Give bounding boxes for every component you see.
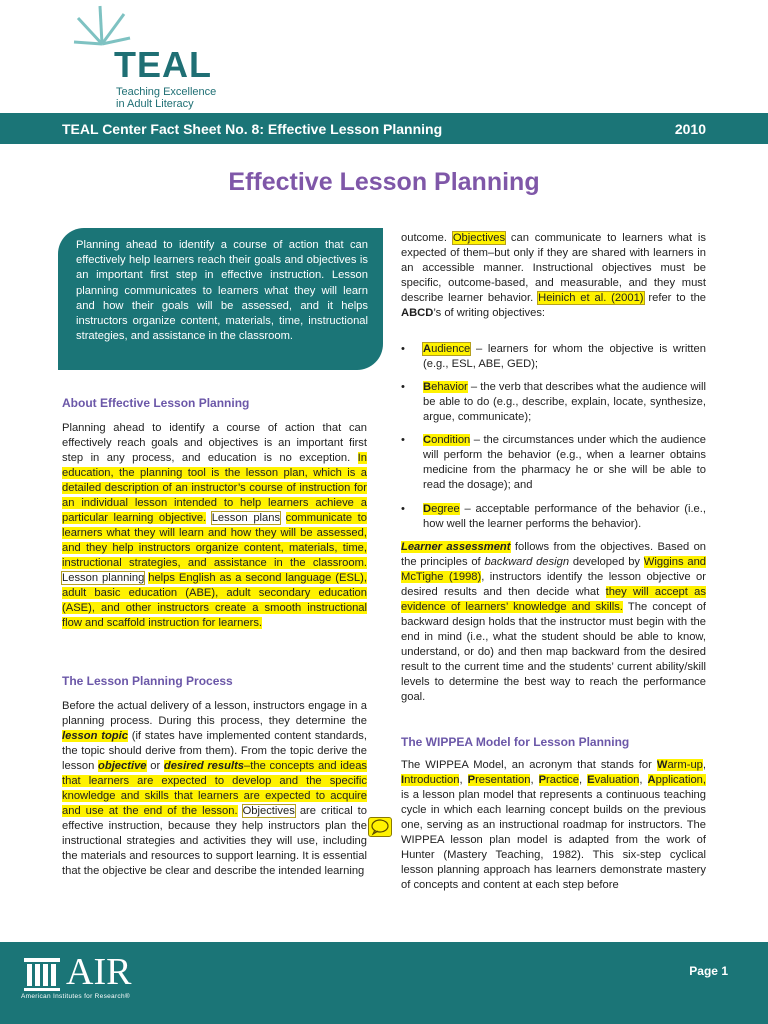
acronym-word: pplication	[655, 774, 703, 786]
citation-wiggins: Wiggins and McTighe (1998)	[401, 556, 707, 583]
acronym-letter: E	[587, 774, 595, 786]
columns-icon	[22, 954, 62, 994]
page-number: Page 1	[689, 964, 728, 978]
acronym-letter: P	[538, 774, 547, 786]
bullet-dot-icon: •	[401, 381, 405, 393]
assessment-paragraph	[401, 540, 706, 705]
process-text: Before the actual delivery of a lesson, instructors engage in a planning process. During this process, they determine the	[62, 700, 367, 727]
about-heading: About Effective Lesson Planning	[62, 396, 250, 410]
process-heading: The Lesson Planning Process	[62, 674, 233, 688]
objectives-paragraph	[401, 231, 706, 321]
bullet-letter: C	[423, 434, 432, 446]
objectives-term: Objectives	[452, 232, 506, 244]
boxed-text: Lesson planning	[62, 572, 145, 584]
logo-wordmark: TEAL	[114, 44, 212, 85]
bullet-term: egree	[431, 503, 460, 515]
assessment-text: The concept of backward design holds that the instructor must begin with the end in mind (i.e., what the student should be able to know, understand, or do) and then map backward from the desired result to the current time and the students’ current ability/skill levels to determine the best way to reach the performance goal.	[401, 601, 707, 703]
highlighted-text: communicate to learners what they will learn and how they will be assessed, and they help instructors organize content, materials, time, instructional strategies, and assistance in the classroom.	[62, 512, 368, 569]
logo-tagline-line-1: Teaching Excellence	[116, 86, 217, 98]
acronym-word: valuation	[594, 774, 640, 786]
objectives-text: can communicate to learners what is expected of them–but only if they are shared with learners in an accessible manner. Instructional objectives must be specific, outcome-based, and measurable, and they must describe learner behavior.	[401, 232, 707, 304]
comment-icon[interactable]	[368, 817, 392, 837]
objectives-text: outcome.	[401, 232, 448, 244]
bullet-term: ondition	[431, 434, 471, 446]
about-paragraph	[62, 421, 367, 631]
objectives-text: ’s of writing objectives:	[433, 307, 546, 319]
process-text: are critical to effective instruction, because they help instructors plan the instructional strategies and activities they will use, including the materials and resources to support learning. It is essential that the objective be clear and describe the intended learning	[62, 805, 368, 877]
highlighted-text: –the concepts and ideas that learners are expected to develop and the specific knowledge and skills that learners are expected to acquire and use at the end of the lesson.	[62, 760, 368, 817]
logo-tagline-line-2: in Adult Literacy	[116, 98, 194, 110]
bullet-behavior	[401, 380, 706, 425]
fact-sheet-title: TEAL Center Fact Sheet No. 8: Effective Lesson Planning	[62, 121, 443, 137]
bullet-text: – the circumstances under which the audience will perform the behavior (e.g., when a learner obtains medicine from the pharmacy he or she will be able to read the dosage); and	[423, 434, 706, 491]
highlighted-text: they will accept as evidence of learners’ knowledge and skills.	[401, 586, 706, 613]
acronym-letter: W	[656, 759, 668, 771]
desired-results-term: desired results	[163, 760, 245, 772]
teal-logo	[62, 4, 232, 114]
fact-sheet-year: 2010	[674, 121, 706, 137]
wippea-heading: The WIPPEA Model for Lesson Planning	[401, 735, 630, 749]
process-heading-block	[62, 674, 367, 689]
wippea-paragraph: The WIPPEA Model, an acronym that stands for Warm-up, Introduction, Presentation, Practice, Evaluation, Application, is a lesson plan model that represents a continuous teaching cycle in which each learning concept builds on the previous one, serving as an instructional roadmap for instructors. The WIPPEA lesson plan model is adapted from the work of Hunter (Mastery Teaching, 1982). This six-step cyclical lesson planning approach has learners demonstrate mastery of concepts and content at each step before	[401, 759, 707, 891]
boxed-text: Lesson plans	[211, 512, 281, 524]
footer-bar	[0, 942, 768, 1024]
acronym-letter: I	[401, 774, 405, 786]
objectives-text: refer to the	[648, 292, 707, 304]
acronym-word: resentation	[475, 774, 531, 786]
assessment-text: developed by	[572, 556, 641, 568]
bullet-dot-icon: •	[401, 343, 405, 355]
air-wordmark: AIR	[66, 951, 132, 993]
lesson-topic-term: lesson topic	[62, 730, 128, 742]
objective-term: objective	[98, 760, 147, 772]
assessment-text: , instructors identify the lesson objective or desired results and then decide what	[401, 571, 706, 598]
learner-assessment-term: Learner assessment	[401, 541, 511, 553]
about-text: Planning ahead to identify a course of action that can effectively reach goals and objectives is an important first step in any process, and education is no exception.	[62, 422, 367, 464]
highlighted-text: helps English as a second language (ESL), adult basic education (ABE), adult secondary education (ASE), and other instructors create a smooth instructional flow and scaffold instruction for learners.	[62, 572, 367, 629]
acronym-word: arm-up	[667, 759, 703, 771]
wippea-text: The WIPPEA Model, an acronym that stands for	[401, 759, 652, 771]
acronym-word: ractice	[546, 774, 579, 786]
bullet-letter: A	[423, 343, 432, 355]
air-logo	[20, 948, 170, 1010]
process-text: (if states have implemented content standards, the topic should derive from them). From the topic derive the lesson	[62, 730, 367, 772]
air-subtitle: American Institutes for Research®	[21, 993, 130, 1000]
highlighted-text: In education, the planning tool is the lesson plan, which is a detailed description of an instructor’s course of instruction for an individual lesson intended to help learners achieve a particular learning objective.	[62, 452, 367, 524]
wippea-heading-block	[401, 735, 706, 750]
bullet-term: udience	[431, 343, 471, 355]
assessment-text: follows from the objectives. Based on the principles of	[401, 541, 707, 568]
bullet-text: – the verb that describes what the audience will be able to do (e.g., describe, explain, locate, synthesize, argue, communicate);	[423, 381, 706, 423]
page-title: Effective Lesson Planning	[228, 168, 540, 196]
bullet-term: ehavior	[431, 381, 468, 393]
backward-design-term: backward design	[484, 556, 570, 568]
boxed-text: Objectives	[242, 805, 295, 817]
logo-tagline	[116, 86, 216, 110]
bullet-text: – acceptable performance of the behavior (i.e., how well the learner performs the behavior).	[423, 503, 706, 530]
bullet-letter: B	[423, 381, 432, 393]
header-banner	[0, 113, 768, 144]
acronym-letter: A	[647, 774, 656, 786]
bullet-text: – learners for whom the objective is written (e.g., ESL, ABE, GED);	[423, 343, 706, 370]
about-heading-block	[62, 396, 367, 411]
bullet-dot-icon: •	[401, 434, 405, 446]
bullet-condition	[401, 433, 706, 493]
citation-heinich: Heinich et al. (2001)	[538, 292, 644, 304]
bullet-audience	[401, 342, 706, 372]
process-paragraph	[62, 699, 367, 879]
wippea-text: is a lesson plan model that represents a continuous teaching cycle in which each learning concept builds on the previous one, serving as an instructional roadmap for instructors. The WIPPEA lesson plan model is adapted from the work of Hunter (Mastery Teaching, 1982). This six-step cyclical lesson planning approach has learners demonstrate mastery of concepts and content at each step before	[401, 789, 706, 891]
callout-text: Planning ahead to identify a course of action that can effectively help learners reach their goals and objectives is an important first step in effective instruction. Lesson planning communicates to learners what they will learn and how their goals will be assessed, and it helps instructors organize content, materials, time, instructional strategies, and assistance in the classroom.	[76, 239, 368, 343]
bullet-degree	[401, 502, 706, 532]
summary-callout	[58, 228, 383, 370]
bullet-dot-icon: •	[401, 503, 405, 515]
process-text: or	[150, 760, 161, 772]
acronym-letter: P	[467, 774, 476, 786]
bullet-letter: D	[423, 503, 432, 515]
acronym-word: ntroduction	[404, 774, 460, 786]
abcd-term: ABCD	[401, 307, 434, 319]
